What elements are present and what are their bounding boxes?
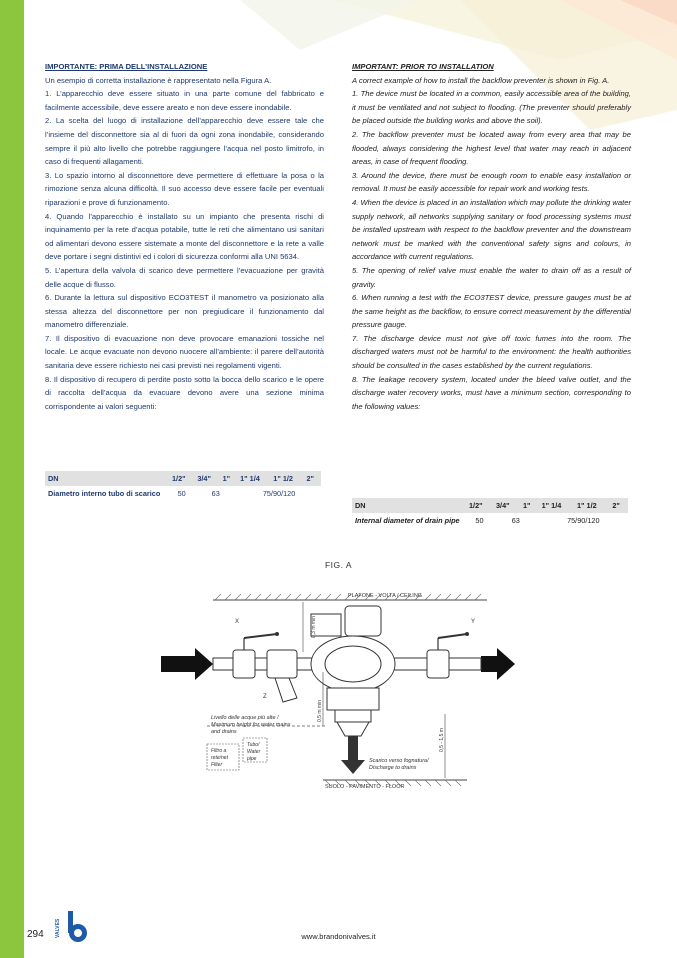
dimension-right: 0,5 - 1,5 m [439, 728, 445, 752]
english-heading: IMPORTANT: PRIOR TO INSTALLATION [352, 62, 494, 71]
table-header-cell: 3/4" [194, 471, 219, 486]
table-header-cell: 1" 1/2 [270, 471, 303, 486]
table-header-cell: 2" [609, 498, 628, 513]
brandoni-logo-icon [60, 909, 94, 943]
inlet-arrow-icon [161, 648, 213, 680]
italian-paragraph: 6. Durante la lettura sul dispositivo ECO3TEST il manometro va posizionato alla stessa altezza del disconnettore per non pregiudicare il funzionamento dal manometro differenziale. [45, 293, 324, 330]
installation-diagram [155, 576, 520, 798]
table-header-row [352, 498, 628, 513]
filter-callout [207, 744, 239, 770]
table-header-cell: 1" [520, 498, 539, 513]
italian-paragraph: Un esempio di corretta installazione è rappresentato nella Figura A. [45, 75, 272, 85]
table-header-cell: 1" 1/4 [237, 471, 270, 486]
english-column [352, 60, 631, 413]
italian-heading: IMPORTANTE: PRIMA DELL’INSTALLAZIONE [45, 62, 208, 71]
floor-label: SUOLO - PAVIMENTO - FLOOR [325, 784, 405, 790]
table-cell: 50 [177, 489, 186, 498]
right-ball-valve [427, 632, 469, 678]
drain-arrow-icon [341, 736, 365, 774]
brand-text: VALVES [55, 918, 61, 938]
table-header-cell: 1" [220, 471, 237, 486]
water-level-label: Livello delle acque più alte / Maximum height for water mains and drains [211, 715, 291, 735]
label-z: Z [263, 694, 267, 700]
english-paragraph: 3. Around the device, there must be enough room to enable easy installation or removal. It must be easily accessible for repair work and working tests. [352, 170, 631, 194]
table-header-cell: DN [45, 471, 169, 486]
table-header-cell: 1/2" [169, 471, 194, 486]
ceiling-label: PLAFONE - VOLTA / CEILING [348, 593, 423, 599]
footer-url: www.brandonivalves.it [301, 932, 376, 941]
italian-paragraph: 2. La scelta del luogo di installazione dell’apparecchio deve essere tale che l’insieme del disconnettore sia al di fuori da ogni zona inondabile, considerando sempre il più alto livello che potrebbe raggiungere l’acqua nel posto limitrofo, in caso di frequenti allagamenti. [45, 116, 324, 167]
y-strainer-filter [267, 650, 297, 702]
italian-paragraph: 3. Lo spazio intorno al disconnettore deve permettere di effettuare la posa o la rimozione senza alcuna difficoltà. Il suo accesso deve essere facile per eventuali riparazioni e prove di funzionamento. [45, 170, 324, 207]
italian-column [45, 60, 324, 413]
table-header-row [45, 471, 321, 486]
english-paragraph: 8. The leakage recovery system, located under the bleed valve outlet, and the discharge water recovery works, must have a minimum section, corresponding to the following values: [352, 374, 631, 411]
drain-label: Scarico verso fognatura/ Discharge to drains [369, 758, 429, 771]
italian-paragraph: 4. Quando l’apparecchio è installato su un impianto che presenta rischi di inquinamento per la rete d’acqua potabile, tutte le reti che alimentano usi sanitari od alimentari devono essere sistemate a monte del disconnettore e la rete a valle deve portare i segni distintivi ed i colori di sicurezza conformi alla UNI 5634. [45, 211, 324, 262]
english-paragraph: 7. The discharge device must not give off toxic fumes into the room. The discharged waters must not be harmful to the environment: the health authorities should be consulted in the cases established by the current regulations. [352, 333, 631, 371]
page-number: 294 [27, 929, 44, 940]
english-paragraph: 4. When the device is placed in an installation which may pollute the drinking water supply network, all networks supplying sanitary or food processing systems must be installed upstream with respect to the backflow preventer and the downstream network must be marked with the conventional safety signs and colours, in accordance with current regulations. [352, 197, 631, 262]
svg-text:b: b [68, 942, 69, 943]
svg-text:Filtro a rete/net: Filtro a rete/net Filter [211, 748, 228, 768]
italian-paragraph: 7. Il dispositivo di evacuazione non deve provocare emanazioni tossiche nel locale. Le acque evacuate non devono nuocere all’ambiente: il parere dell’autorità sanitaria deve essere richiesto nei casi previsti nei regolamenti vigenti. [45, 333, 324, 371]
table-header-cell: 1" 1/2 [574, 498, 609, 513]
italian-drain-table [45, 471, 321, 501]
dimension-top: 0,3 m min [311, 616, 317, 638]
backflow-preventer-body [311, 606, 395, 736]
english-paragraph: 6. When running a test with the ECO3TEST device, pressure gauges must be at the same height as the backflow, to ensure correct measurement by the differential pressure gauge. [352, 293, 631, 330]
english-paragraph: 1. The device must be located in a common, easily accessible area of the building, it must be ventilated and not subject to flooding. (The preventer should preferably be placed outside the building works and above the soil). [352, 89, 631, 126]
english-drain-table [352, 498, 628, 528]
figure-title: FIG. A [324, 560, 353, 570]
table-row-label: Internal diameter of drain pipe [355, 516, 460, 525]
table-cell: 63 [511, 516, 520, 525]
table-header-cell: 1/2" [466, 498, 493, 513]
english-paragraph: A correct example of how to install the backflow preventer is shown in Fig. A. [352, 75, 610, 85]
italian-paragraph: 1. L’apparecchio deve essere situato in una parte comune del fabbricato e facilmente accessibile, deve essere areato e non deve essere inondabile. [45, 89, 324, 112]
table-cell: 50 [475, 516, 484, 525]
table-row [352, 513, 628, 528]
green-side-bar [0, 0, 24, 958]
label-y: Y [471, 619, 476, 625]
english-paragraph: 5. The opening of relief valve must enable the water to drain off as a result of gravity. [352, 265, 631, 289]
tube-callout [243, 738, 267, 762]
table-cell: 75/90/120 [262, 489, 296, 498]
outlet-arrow-icon [481, 648, 515, 680]
table-row [45, 486, 321, 501]
table-header-cell: 2" [303, 471, 321, 486]
english-paragraph: 2. The backflow preventer must be located away from every area that may be flooded, always considering the highest level that water may reach in adjacent areas, in case of frequent flooding. [352, 129, 631, 167]
table-cell: 63 [211, 489, 220, 498]
table-header-cell: 1" 1/4 [539, 498, 574, 513]
table-header-cell: DN [352, 498, 466, 513]
italian-paragraph: 5. L’apertura della valvola di scarico deve permettere l’evacuazione per gravità delle acque di flusso. [45, 265, 324, 289]
table-row-label: Diametro interno tubo di scarico [48, 489, 161, 498]
label-x: X [235, 619, 240, 625]
svg-text:Tubo/ Water pipe: Tubo/ Water pipe [247, 742, 261, 762]
italian-paragraph: 8. Il dispositivo di recupero di perdite posto sotto la bocca dello scarico e le opere di raccolta dell’acqua da evacuare devono avere una sezione minima corrispondente ai valori seguenti: [45, 374, 324, 411]
table-cell: 75/90/120 [567, 516, 600, 525]
dimension-middle: 0,5 m min [317, 700, 323, 722]
table-header-cell: 3/4" [493, 498, 520, 513]
